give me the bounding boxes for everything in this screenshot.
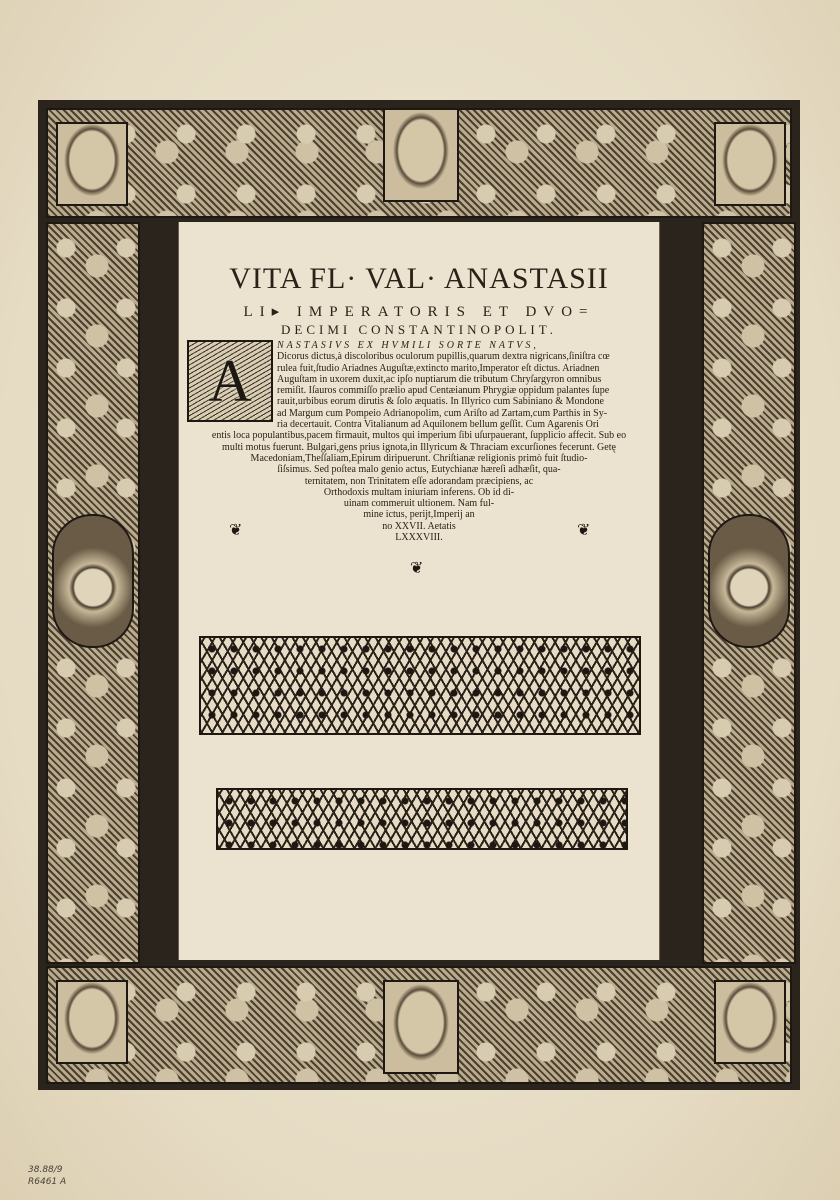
leaf-ornament-icon: ❦ (410, 560, 424, 577)
text-line: rauit,urbibus eorum dirutis & ſolo æquatis. In Illyrico cum Sabiniano & Mondone (277, 396, 604, 408)
inventory-line-2: R6461 A (28, 1177, 67, 1187)
title-line-1: VITA FL· VAL· ANASTASII (229, 262, 609, 295)
lion-mask-cartouche (383, 980, 459, 1074)
text-line: ria decertauit. Contra Vitalianum ad Aquilonem bellum geſſit. Cum Agarenis Ori (277, 419, 599, 431)
left-fruit-column (46, 222, 140, 964)
satyr-mask-cartouche (383, 108, 459, 202)
text-line: multi motus fuerunt. Bulgari,gens prius ignota,in Illyricum & Thraciam excurſiones fecerunt. Getę (222, 441, 616, 453)
text-line: LXXXVIII. (395, 532, 443, 544)
text-line: no XXVII. Aetatis (382, 520, 456, 532)
text-line: Orthodoxis multam iniuriam inferens. Ob id di- (323, 486, 515, 498)
text-line: Dicorus dictus,à discoloribus oculorum pupillis,quarum dextra nigricans,ſiniſtra cœ (277, 351, 610, 363)
inventory-number (28, 1164, 66, 1188)
text-panel (178, 222, 660, 960)
text-line: entis loca populantibus,pacem firmauit, multos qui imperium ſibi uſurpauerant, ſupplicio affecit. Sub eo (211, 430, 627, 442)
mask-corner-bottom-left (56, 980, 128, 1064)
text-line: Auguſtam in uxorem duxit,ac ipſo nuptiarum die tributum Chryſargyron omnibus (277, 373, 602, 385)
right-fruit-column (702, 222, 796, 964)
cherub-medallion-left (52, 514, 134, 648)
cherub-medallion-right (708, 514, 790, 648)
text-line: rulea fuit,ſtudio Ariadnes Auguſtæ,extincto marito,Imperator eſt dictus. Ariadnen (277, 362, 600, 374)
text-heading: NASTASIVS EX HVMILI SORTE NATVS, (277, 340, 539, 351)
text-line: remiſit. Iſauros commiſſo prælio apud Centæianum Phrygiæ oppidum palantes ſupe (277, 385, 610, 397)
text-line: mine ictus, perijt,Imperij an (363, 509, 475, 521)
woodcut-border-frame (38, 100, 800, 1090)
arabesque-ornament-panel-large (199, 636, 641, 735)
decorated-initial: A (187, 340, 273, 422)
leaf-ornament-icon: ❦ (577, 522, 591, 539)
text-line: uinam commeruit ultionem. Nam ful- (343, 498, 495, 510)
title-line-3: DECIMI CONSTANTINOPOLIT. (281, 322, 557, 337)
text-line: ſiſsimus. Sed poſtea malo genio actus, Eutychianæ hæreſi adhæſit, qua- (277, 464, 561, 476)
title-line-2: LI▸ IMPERATORIS ET DVO= (243, 304, 595, 320)
mask-corner-top-right (714, 122, 786, 206)
text-line: ad Margum cum Pompeio Adrianopolim, cum Ariſto ad Zartam,cum Parthis in Sy- (277, 407, 608, 419)
text-line: Macedoniam,Theſſaliam,Epirum diripuerunt. Chriſtianæ religionis primò fuit ſtudio- (250, 452, 588, 464)
leaf-ornament-icon: ❦ (229, 522, 243, 539)
arabesque-ornament-panel-small (216, 788, 628, 850)
inventory-line-1: 38.88/9 (28, 1165, 63, 1175)
text-line: ternitatem, non Trinitatem eſſe adorandam præcipiens, ac (304, 475, 534, 487)
mask-corner-top-left (56, 122, 128, 206)
biography-text (181, 340, 657, 543)
mask-corner-bottom-right (714, 980, 786, 1064)
